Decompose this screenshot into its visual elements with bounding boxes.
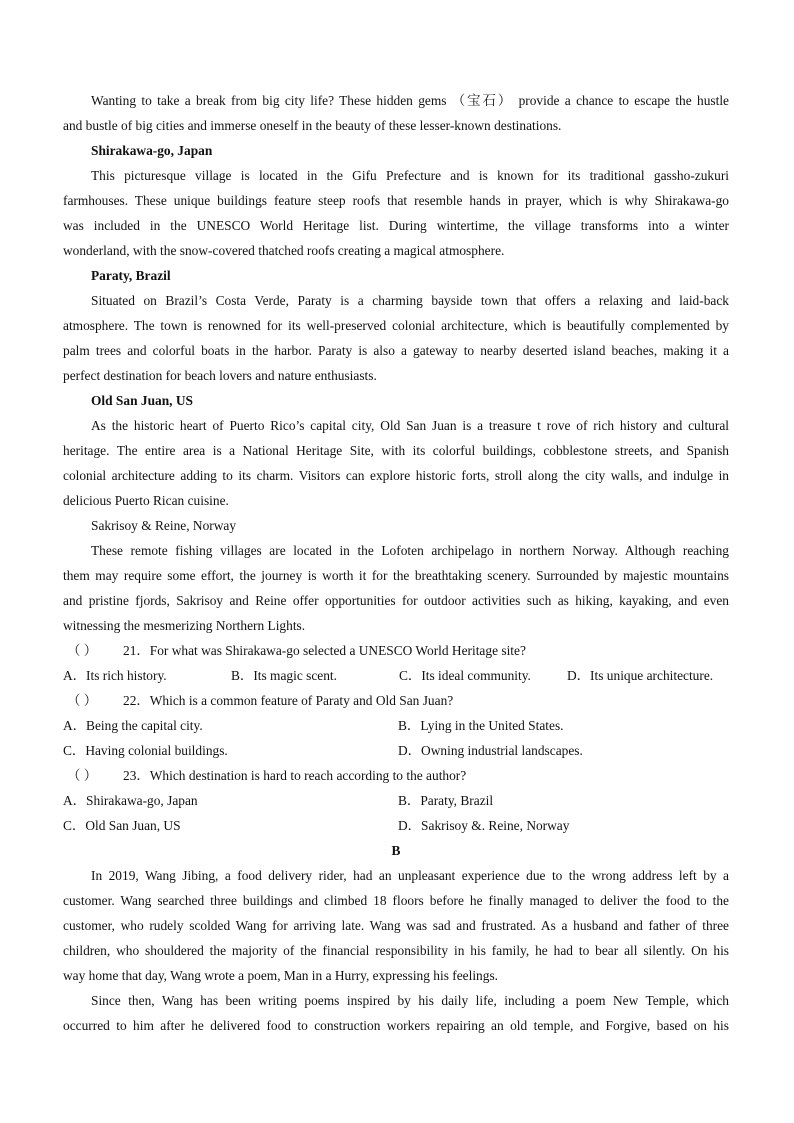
question-23 (63, 763, 729, 788)
paragraph-line: was included in the UNESCO World Heritage list. During wintertime, the village transforms into a winter (63, 218, 729, 233)
answer-blank[interactable]: （ ） (67, 768, 98, 783)
intro-line: and bustle of big cities and immerse oneself in the beauty of these lesser-known destinations. (63, 118, 562, 133)
paragraph-line: delicious Puerto Rican cuisine. (63, 493, 229, 508)
paragraph-line: This picturesque village is located in the Gifu Prefecture and is known for its traditional gassho-zukuri (91, 168, 729, 183)
option-a[interactable]: A．Being the capital city. (63, 718, 203, 733)
option-c[interactable]: C．Having colonial buildings. (63, 743, 228, 758)
paragraph-line: heritage. The entire area is a National Heritage Site, with its colorful buildings, cobblestone streets, and Spanish (63, 443, 729, 458)
question-22-options-row1 (63, 713, 729, 738)
paragraph-line: customer, who rudely scolded Wang for arriving late. Wang was sad and frustrated. As a husband and father of three (63, 918, 729, 933)
paragraph-line: palm trees and colorful boats in the harbor. Paraty is also a gateway to nearby deserted island beaches, making it a (63, 343, 729, 358)
question-21-options (63, 663, 729, 688)
paragraph-line: way home that day, Wang wrote a poem, Man in a Hurry, expressing his feelings. (63, 968, 498, 983)
question-21 (63, 638, 729, 663)
paragraph-line: them may require some effort, the journey is worth it for the breathtaking scenery. Surrounded by majestic mountains (63, 568, 729, 583)
paragraph-line: witnessing the mesmerizing Northern Lights. (63, 618, 306, 633)
question-stem: 21．For what was Shirakawa-go selected a UNESCO World Heritage site? (123, 643, 526, 658)
option-b[interactable]: B．Lying in the United States. (398, 718, 564, 733)
paragraph-line: perfect destination for beach lovers and nature enthusiasts. (63, 368, 377, 383)
paragraph-line: Since then, Wang has been writing poems inspired by his daily life, including a poem New Temple, which (91, 993, 729, 1008)
option-d[interactable]: D．Owning industrial landscapes. (398, 743, 583, 758)
option-a[interactable]: A．Shirakawa-go, Japan (63, 793, 198, 808)
paragraph-line: Situated on Brazil’s Costa Verde, Paraty is a charming bayside town that offers a relaxing and laid-back (91, 293, 729, 308)
paragraph-line: occurred to him after he delivered food to construction workers repairing an old temple, and Forgive, based on his (63, 1018, 729, 1033)
question-23-options-row2 (63, 813, 729, 838)
question-22 (63, 688, 729, 713)
section-heading-sakrisoy-reine: Sakrisoy & Reine, Norway (91, 518, 237, 533)
answer-blank[interactable]: （ ） (67, 643, 98, 658)
option-b[interactable]: B．Its magic scent. (231, 668, 337, 683)
paragraph-line: atmosphere. The town is renowned for its well-preserved colonial architecture, which is beautifully complemented by (63, 318, 729, 333)
paragraph-line: wonderland, with the snow-covered thatched roofs creating a magical atmosphere. (63, 243, 505, 258)
question-stem: 22．Which is a common feature of Paraty and Old San Juan? (123, 693, 454, 708)
paragraph-line: farmhouses. These unique buildings feature steep roofs that resemble hands in prayer, which is why Shirakawa-go (63, 193, 729, 208)
intro-line: Wanting to take a break from big city life? These hidden gems （宝石） provide a chance to escape the hustle (91, 93, 729, 108)
option-c[interactable]: C．Old San Juan, US (63, 818, 181, 833)
question-22-options-row2 (63, 738, 729, 763)
option-c[interactable]: C．Its ideal community. (399, 668, 531, 683)
exam-page (63, 88, 729, 1038)
paragraph-line: These remote fishing villages are located in the Lofoten archipelago in northern Norway. Although reaching (91, 543, 729, 558)
question-stem: 23．Which destination is hard to reach according to the author? (123, 768, 467, 783)
answer-blank[interactable]: （ ） (67, 693, 98, 708)
paragraph-line: and pristine fjords, Sakrisoy and Reine offer opportunities for outdoor activities such as hiking, kayaking, and even (63, 593, 729, 608)
paragraph-line: children, who shouldered the majority of the financial responsibility in his family, he had to bear all silently. On his (63, 943, 729, 958)
passage-b-label: B (391, 843, 401, 858)
paragraph-line: As the historic heart of Puerto Rico’s capital city, Old San Juan is a treasure t rove of rich history and cultural (91, 418, 729, 433)
section-heading-shirakawa: Shirakawa-go, Japan (91, 143, 213, 158)
paragraph-line: In 2019, Wang Jibing, a food delivery rider, had an unpleasant experience due to the wrong address left by a (91, 868, 729, 883)
section-heading-paraty: Paraty, Brazil (91, 268, 171, 283)
paragraph-line: colonial architecture adding to its charm. Visitors can explore historic forts, stroll along the city walls, and indulge in (63, 468, 729, 483)
section-heading-old-san-juan: Old San Juan, US (91, 393, 193, 408)
option-a[interactable]: A．Its rich history. (63, 668, 167, 683)
question-23-options-row1 (63, 788, 729, 813)
option-d[interactable]: D．Its unique architecture. (567, 668, 714, 683)
paragraph-line: customer. Wang searched three buildings and climbed 18 floors before he finally managed to deliver the food to the (63, 893, 729, 908)
option-b[interactable]: B．Paraty, Brazil (398, 793, 494, 808)
option-d[interactable]: D．Sakrisoy &. Reine, Norway (398, 818, 570, 833)
